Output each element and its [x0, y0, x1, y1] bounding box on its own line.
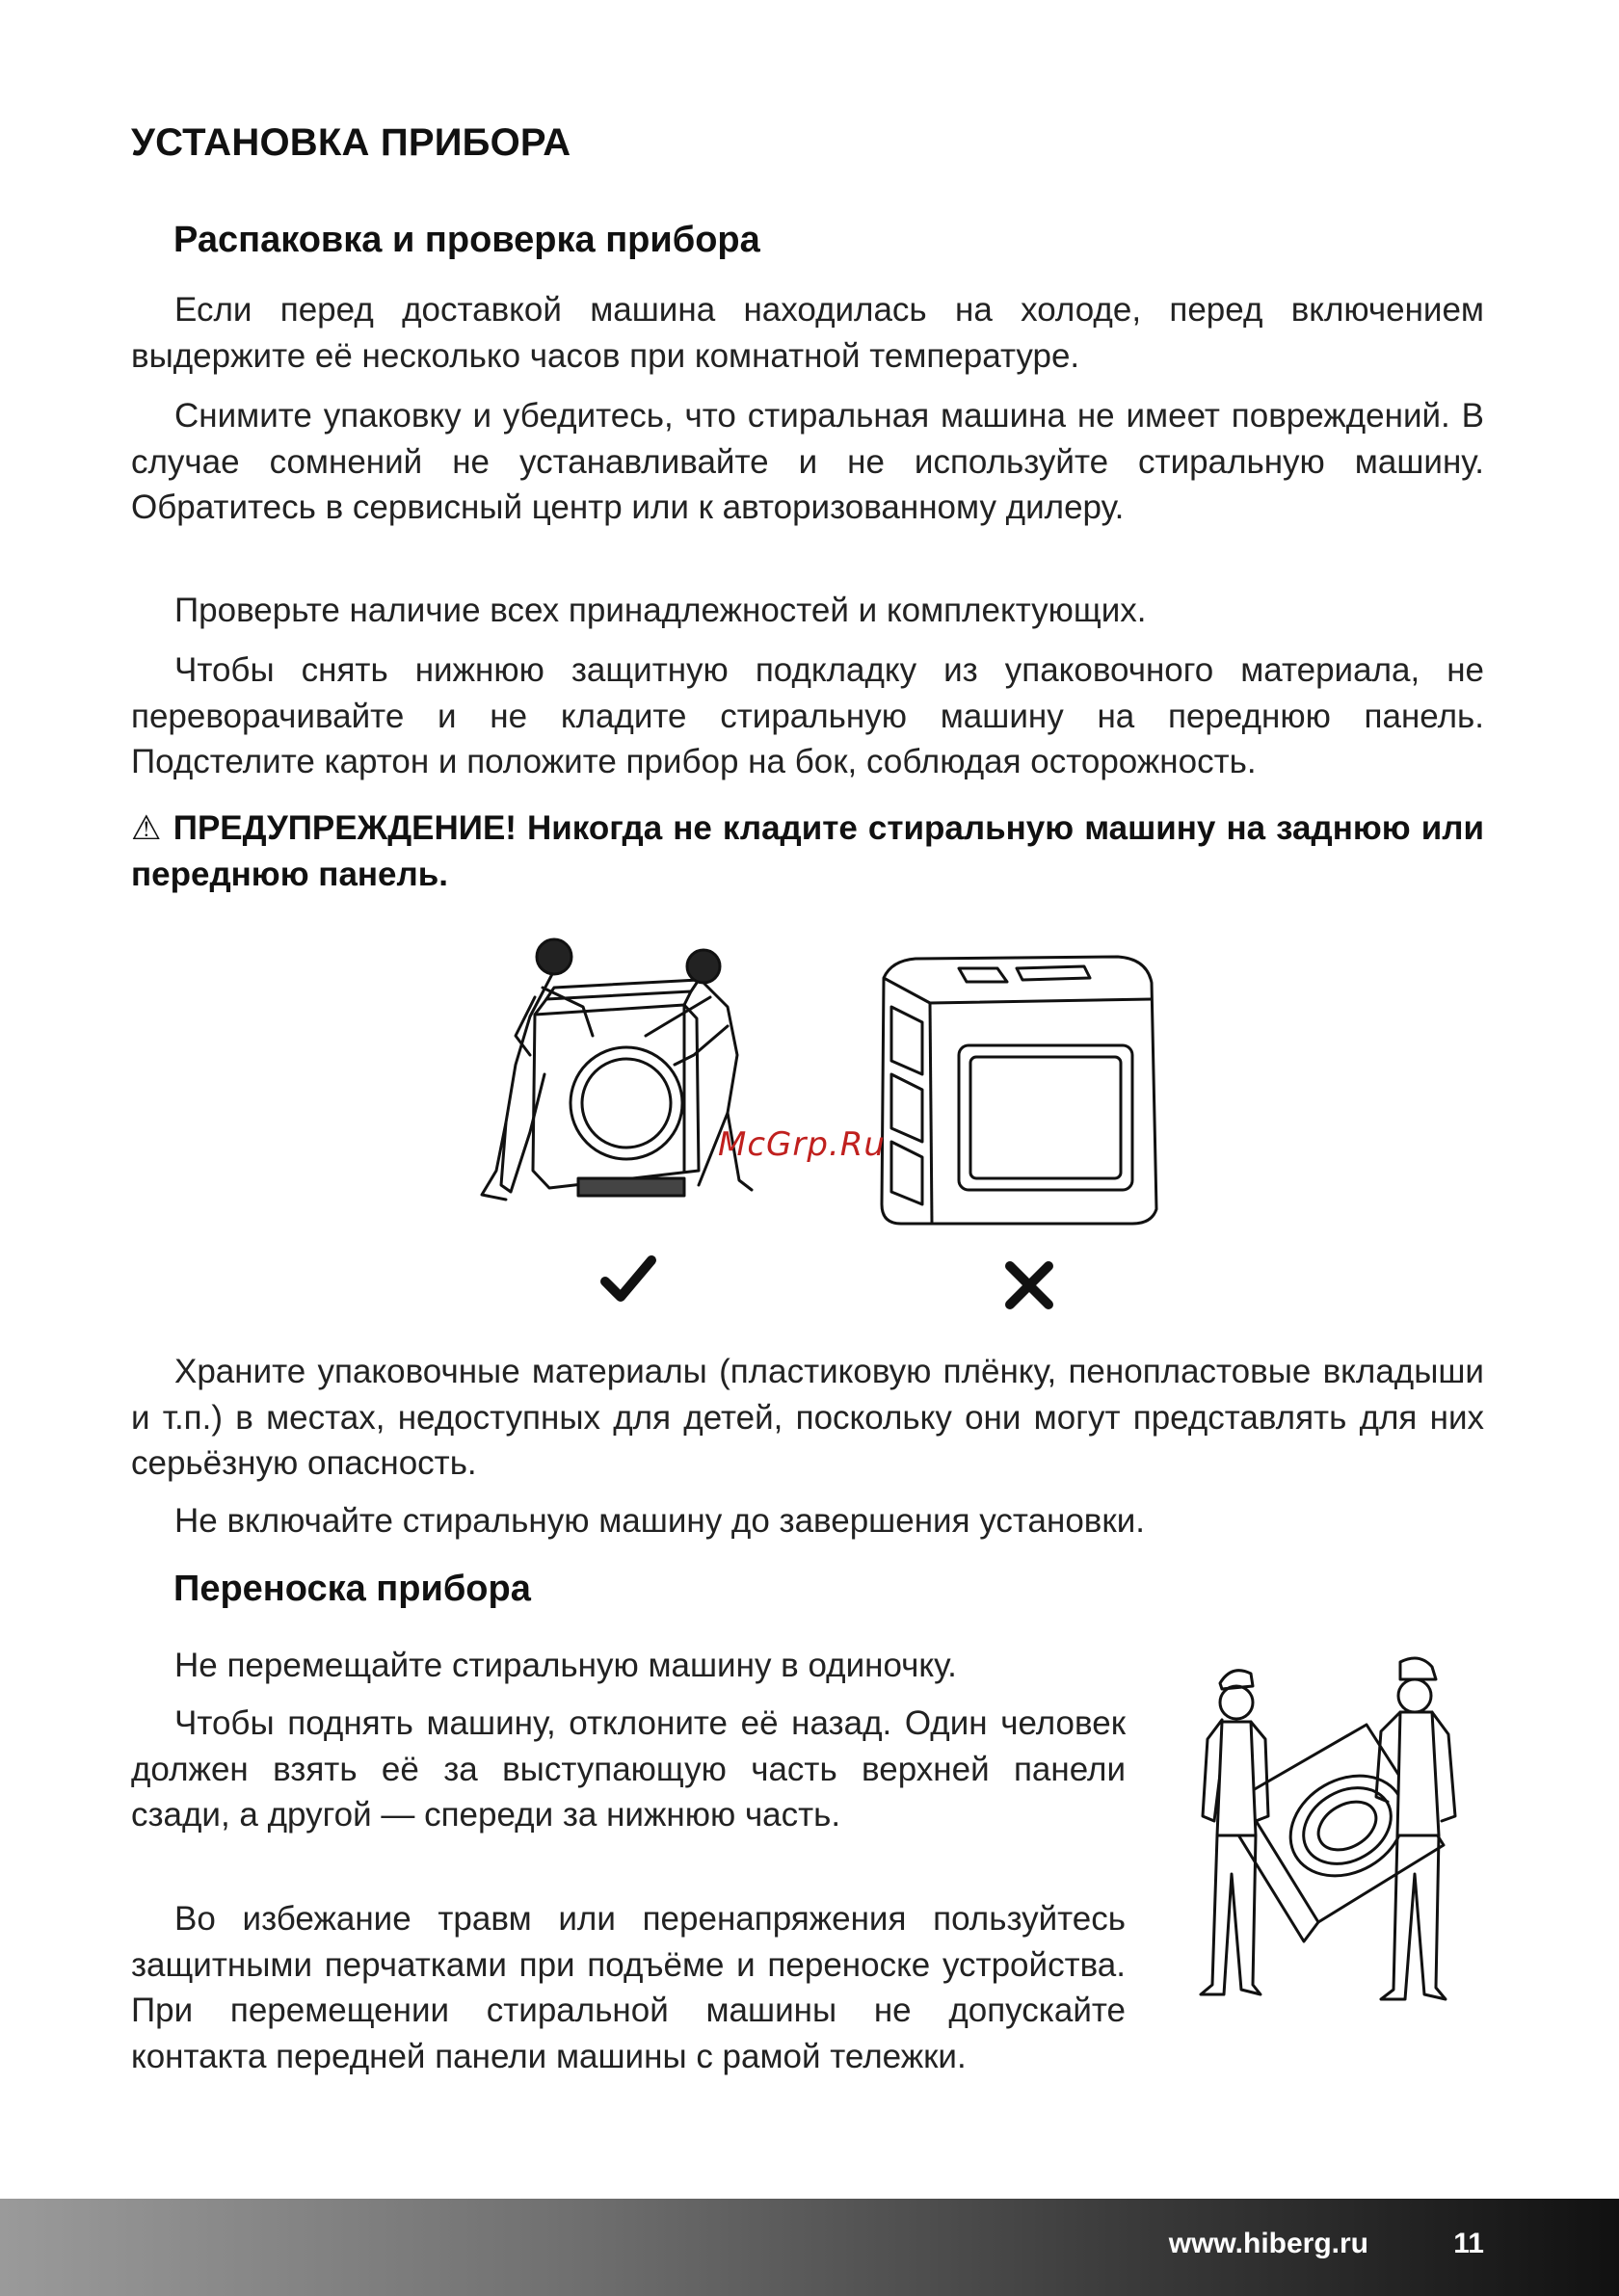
- warning-triangle-icon: ⚠: [131, 809, 163, 847]
- paragraph: Храните упаковочные материалы (пластиковую плёнку, пенопластовые вкладыши и т.п.) в местах, недоступных для детей, поскольку они могут представлять для них серьёзную опасность.: [131, 1353, 1484, 1482]
- people-carrying-machine-illustration: [1183, 1652, 1482, 2019]
- footer-url: www.hiberg.ru: [1168, 2228, 1368, 2259]
- page-footer: [0, 2199, 1619, 2296]
- paragraph: Не перемещайте стиральную машину в одиночку.: [174, 1647, 957, 1684]
- paragraph: Снимите упаковку и убедитесь, что стиральная машина не имеет повреждений. В случае сомнений не устанавливайте и не используйте стиральную машину. Обратитесь в сервисный центр или к авторизованному дилеру.: [131, 397, 1484, 526]
- paragraph: Во избежание травм или перенапряжения пользуйтесь защитными перчатками при подъёме и переноске устройства. При перемещении стиральной машины не допускайте контакта передней панели машины с рамой тележки.: [131, 1900, 1126, 2075]
- warning-note: [131, 805, 1484, 898]
- page-number: 11: [1453, 2228, 1484, 2259]
- paragraph: Проверьте наличие всех принадлежностей и комплектующих.: [174, 592, 1147, 629]
- people-tilting-machine-illustration: [438, 930, 756, 1248]
- paragraph: Если перед доставкой машина находилась на холоде, перед включением выдержите её несколько часов при комнатной температуре.: [131, 291, 1484, 375]
- section-heading-carrying: Переноска прибора: [173, 1569, 531, 1609]
- paragraph: Чтобы поднять машину, отклоните её назад. Один человек должен взять её за выступающую часть верхней панели сзади, а другой — спереди за нижнюю часть.: [131, 1704, 1126, 1834]
- cross-icon: [1002, 1258, 1056, 1312]
- warning-text: ПРЕДУПРЕЖДЕНИЕ! Никогда не кладите стиральную машину на заднюю или переднюю панель.: [131, 809, 1484, 893]
- watermark: McGrp.Ru: [718, 1125, 886, 1164]
- machine-on-panel-illustration: [872, 949, 1171, 1238]
- paragraph: Чтобы снять нижнюю защитную подкладку из упаковочного материала, не переворачивайте и не кладите стиральную машину на переднюю панель. Подстелите картон и положите прибор на бок, соблюдая осторожность.: [131, 651, 1484, 780]
- paragraph: Не включайте стиральную машину до завершения установки.: [174, 1502, 1145, 1540]
- checkmark-icon: [599, 1251, 657, 1308]
- page-title: УСТАНОВКА ПРИБОРА: [131, 121, 571, 164]
- section-heading-unpacking: Распаковка и проверка прибора: [173, 220, 760, 260]
